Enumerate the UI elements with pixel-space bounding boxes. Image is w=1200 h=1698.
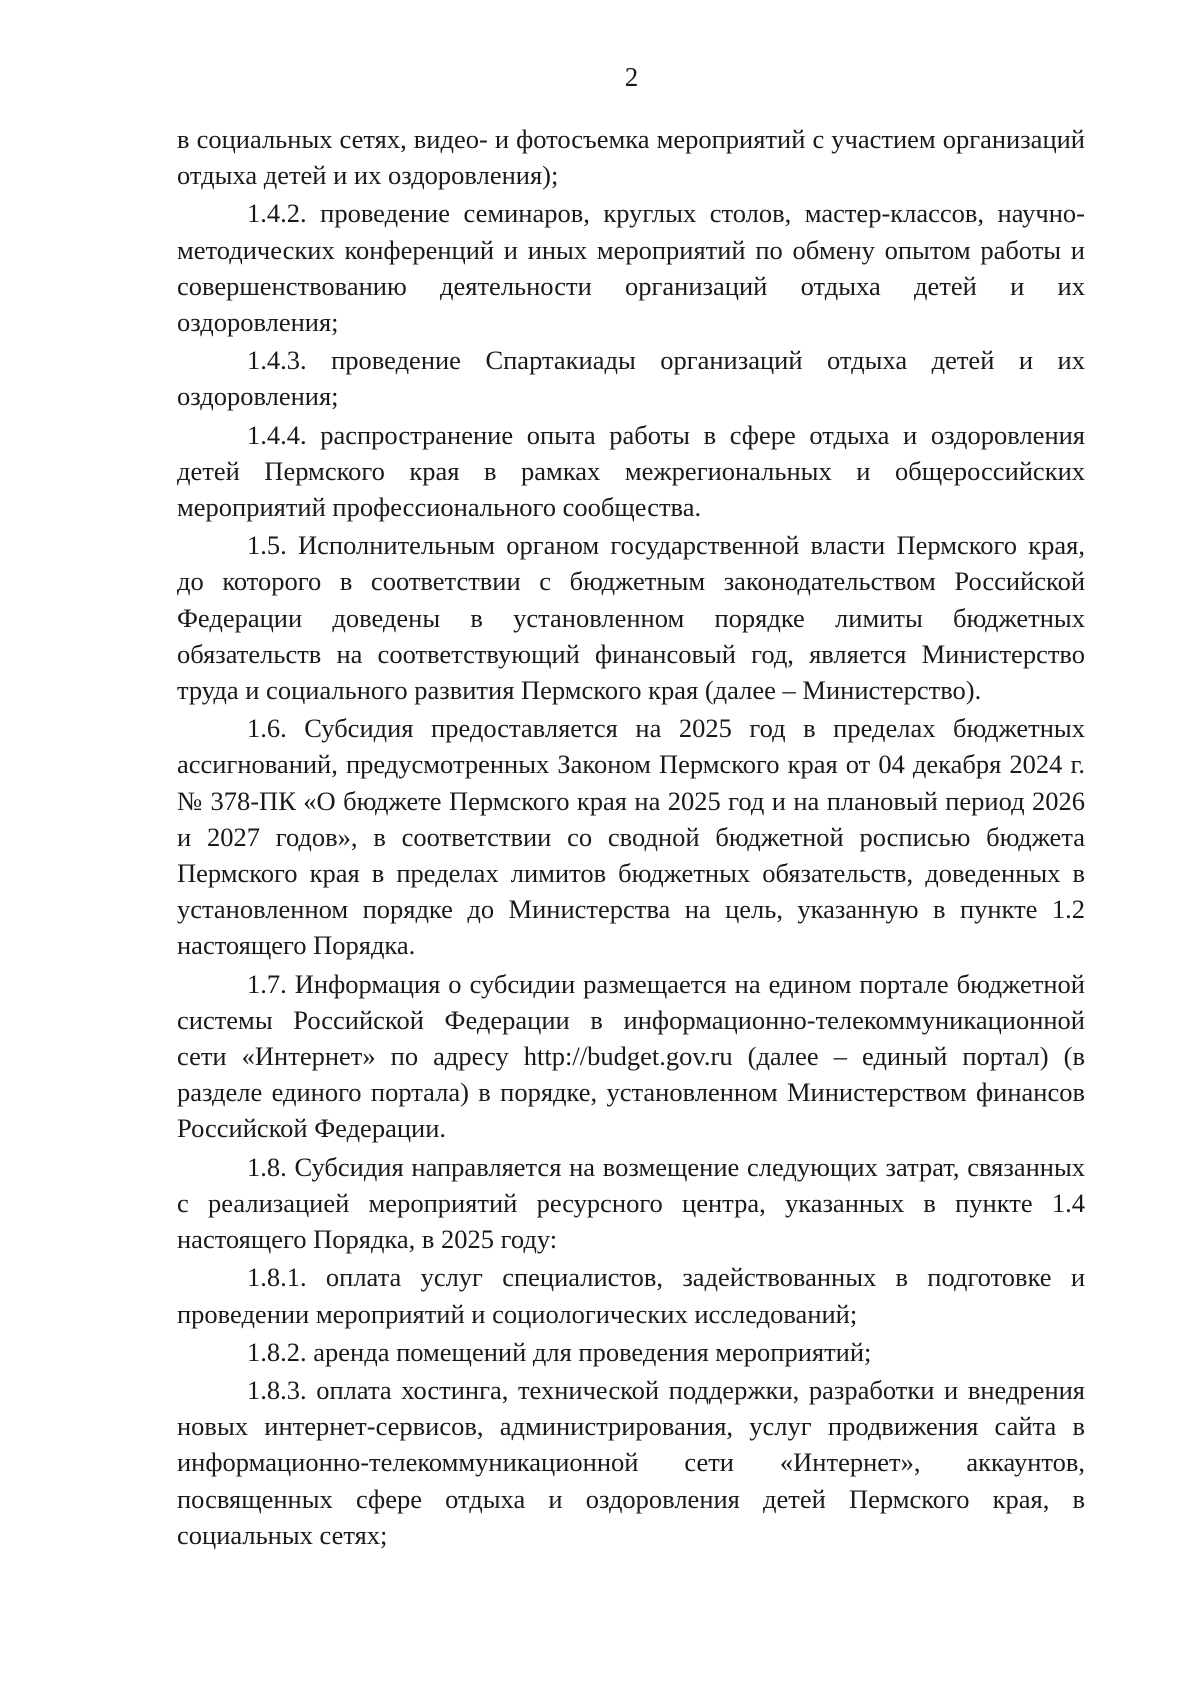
paragraph-1-8-1: 1.8.1. оплата услуг специалистов, задействованных в подготовке и проведении мероприятий и социологических исследований;	[177, 1262, 1085, 1329]
paragraph-1-4-3: 1.4.3. проведение Спартакиады организаций отдыха детей и их оздоровления;	[177, 345, 1085, 412]
paragraph-1-8-2: 1.8.2. аренда помещений для проведения мероприятий;	[247, 1336, 872, 1367]
paragraph-1-8: 1.8. Субсидия направляется на возмещение следующих затрат, связанных с реализацией мероприятий ресурсного центра, указанных в пункте 1.4 настоящего Порядка, в 2025 году:	[177, 1151, 1085, 1255]
page-number: 2	[624, 62, 639, 92]
paragraph-1-4-4: 1.4.4. распространение опыта работы в сфере отдыха и оздоровления детей Пермского края в рамках межрегиональных и общероссийских мероприятий профессионального сообщества.	[177, 419, 1085, 523]
paragraph-1-7: 1.7. Информация о субсидии размещается на едином портале бюджетной системы Российской Федерации в информационно-телекоммуникационной сети «Интернет» по адресу http://budget.gov.ru (далее – единый портал) (в разделе единого портала) в порядке, установленном Министерством финансов Российской Федерации.	[177, 968, 1085, 1144]
paragraph-continuation: в социальных сетях, видео- и фотосъемка мероприятий с участием организаций отдыха детей и их оздоровления);	[177, 124, 1085, 191]
paragraph-1-6: 1.6. Субсидия предоставляется на 2025 год в пределах бюджетных ассигнований, предусмотренных Законом Пермского края от 04 декабря 2024 г. № 378-ПК «О бюджете Пермского края на 2025 год и на плановый период 2026 и 2027 годов», в соответствии со сводной бюджетной росписью бюджета Пермского края в пределах лимитов бюджетных обязательств, доведенных в установленном порядке до Министерства на цель, указанную в пункте 1.2 настоящего Порядка.	[177, 713, 1085, 961]
paragraph-1-4-2: 1.4.2. проведение семинаров, круглых столов, мастер-классов, научно-методических конференций и иных мероприятий по обмену опытом работы и совершенствованию деятельности организаций отдыха детей и их оздоровления;	[177, 198, 1085, 338]
paragraph-1-5: 1.5. Исполнительным органом государственной власти Пермского края, до которого в соответствии с бюджетным законодательством Российской Федерации доведены в установленном порядке лимиты бюджетных обязательств на соответствующий финансовый год, является Министерство труда и социального развития Пермского края (далее – Министерство).	[177, 530, 1085, 706]
paragraph-1-8-3: 1.8.3. оплата хостинга, технической поддержки, разработки и внедрения новых интернет-сервисов, администрирования, услуг продвижения сайта в информационно-телекоммуникационной сети «Интернет», аккаунтов, посвященных сфере отдыха и оздоровления детей Пермского края, в социальных сетях;	[177, 1374, 1085, 1550]
document-body	[177, 121, 1085, 1553]
